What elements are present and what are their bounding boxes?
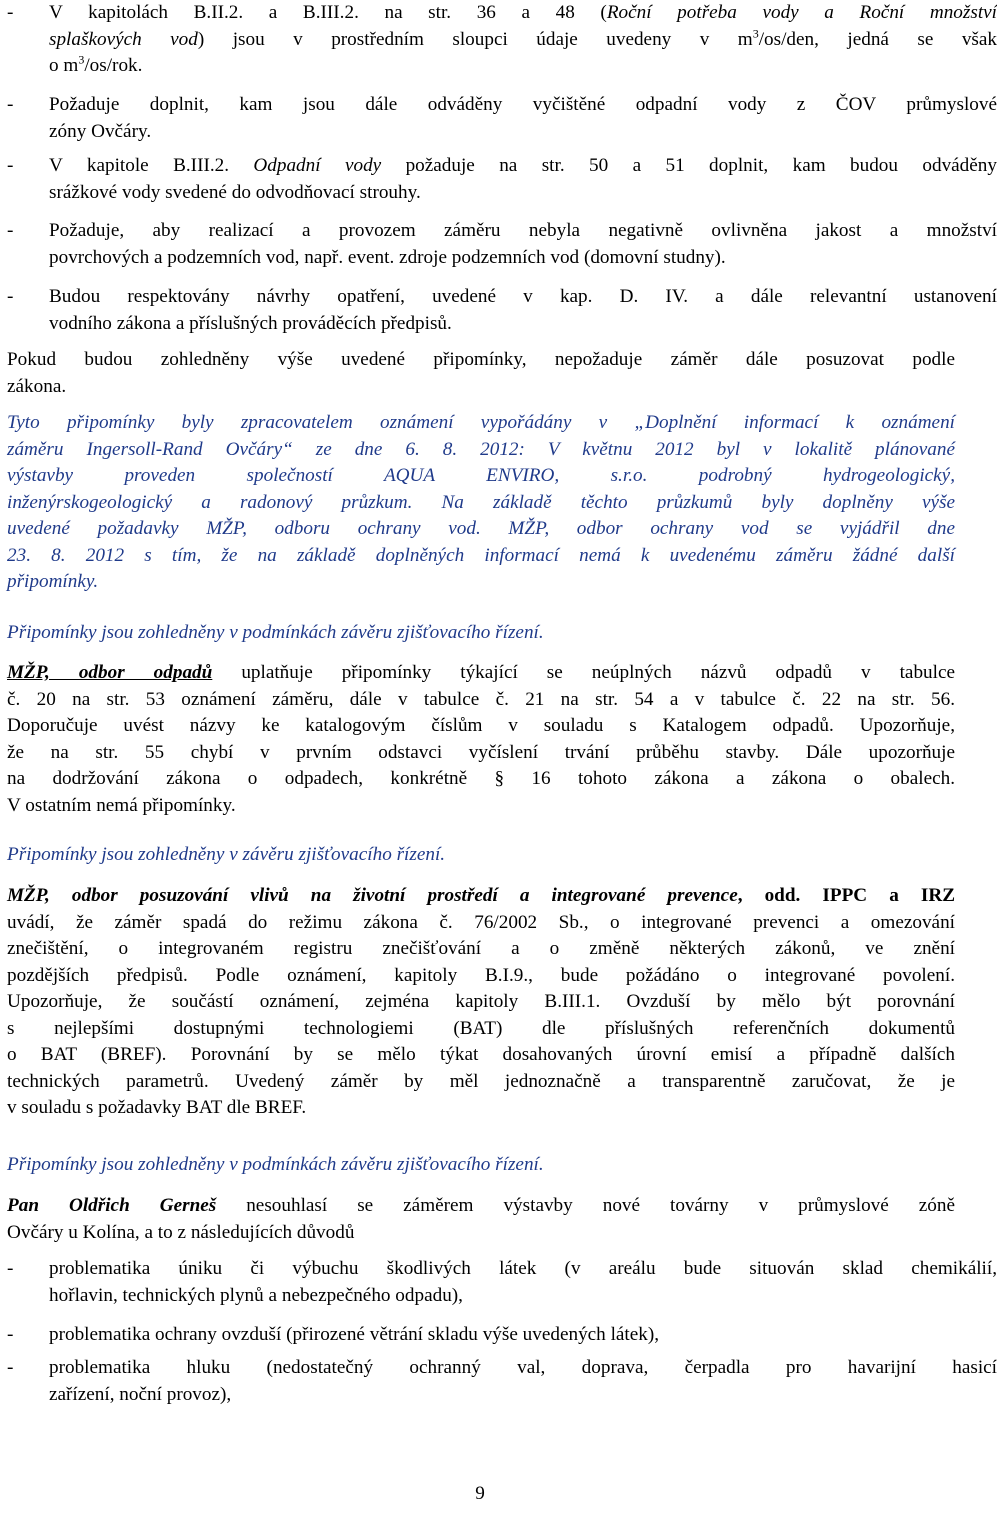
superscript: 3 bbox=[752, 26, 759, 41]
text-line: vodního zákona a příslušných prováděcích předpisů. bbox=[49, 312, 452, 334]
bullet-item bbox=[7, 284, 997, 337]
text-line: problematika ochrany ovzduší (přirozené větrání skladu výše uvedených látek), bbox=[49, 1324, 660, 1345]
text-line: 23. 8. 2012 s tím, že na základě doplněných informací nemá k uvedenému záměru žádné další bbox=[7, 544, 955, 566]
bullet-item bbox=[7, 1322, 997, 1349]
text-line: Požaduje doplnit, kam jsou dále odváděny vyčištěné odpadní vody z ČOV průmyslové bbox=[49, 94, 997, 115]
text-line: připomínky. bbox=[7, 571, 99, 592]
text-line: problematika hluku (nedostatečný ochranný val, doprava, čerpadla pro havarijní hasicí bbox=[49, 1357, 997, 1378]
paragraph bbox=[7, 1193, 955, 1246]
italic-span: Roční potřeba vody a Roční množství bbox=[606, 2, 997, 23]
text-line: V ostatním nemá připomínky. bbox=[7, 794, 236, 816]
text-line: uvedené požadavky MŽP, odboru ochrany vod. MŽP, odbor ochrany vod se vyjádřil dne bbox=[7, 518, 955, 539]
text-line: Pokud budou zohledněny výše uvedené připomínky, nepožaduje záměr dále posuzovat podle bbox=[7, 349, 955, 370]
text-line: Tyto připomínky byly zpracovatelem oznámení vypořádány v „Doplnění informací k oznámení bbox=[7, 412, 955, 433]
text-line bbox=[7, 1193, 955, 1220]
text-line: v souladu s požadavky BAT dle BREF. bbox=[7, 1097, 307, 1118]
text-line: hořlavin, technických plynů a nebezpečného odpadu), bbox=[49, 1284, 463, 1306]
text-line: Požaduje, aby realizací a provozem záměru nebyla negativně ovlivněna jakost a množství bbox=[49, 220, 997, 241]
bullet-dash: - bbox=[7, 220, 14, 241]
text-line bbox=[49, 0, 997, 27]
text-span: o m bbox=[49, 55, 79, 76]
text-line: srážkové vody svedené do odvodňovací strouhy. bbox=[49, 181, 421, 203]
response-paragraph bbox=[7, 410, 955, 596]
text-line: Budou respektovány návrhy opatření, uvedené v kap. D. IV. a dále relevantní ustanovení bbox=[49, 286, 997, 307]
text-line: zóny Ovčáry. bbox=[49, 120, 152, 142]
response-note bbox=[7, 842, 955, 869]
text-line: č. 20 na str. 53 oznámení záměru, dále v tabulce č. 21 na str. 54 a v tabulce č. 22 na str. 56. bbox=[7, 688, 955, 710]
text-span: V kapitole B.III.2. bbox=[49, 155, 254, 176]
text-line: o BAT (BREF). Porovnání by se mělo týkat dosahovaných úrovní emisí a případně dalších bbox=[7, 1044, 955, 1065]
text-line: zařízení, noční provoz), bbox=[49, 1383, 232, 1405]
text-span: V kapitolách B.II.2. a B.III.2. na str. 36 a 48 ( bbox=[49, 2, 607, 23]
italic-span: Odpadní vody bbox=[253, 155, 382, 176]
bullet-item bbox=[7, 92, 997, 145]
superscript: 3 bbox=[78, 52, 85, 67]
text-line: Ovčáry u Kolína, a to z následujících důvodů bbox=[7, 1221, 355, 1243]
text-line bbox=[49, 53, 997, 80]
bullet-dash: - bbox=[7, 1357, 14, 1378]
italic-span: splaškových vod bbox=[49, 28, 198, 50]
bullet-item bbox=[7, 0, 997, 80]
bullet-item bbox=[7, 1256, 997, 1309]
bullet-dash: - bbox=[7, 94, 14, 115]
text-line: pozdějších předpisů. Podle oznámení, kapitoly B.I.9., bude požádáno o integrované povolení. bbox=[7, 964, 955, 986]
bullet-item bbox=[7, 153, 997, 206]
text-span: /os/den, jedná se však bbox=[758, 28, 997, 50]
text-line: problematika úniku či výbuchu škodlivých látek (v areálu bude situován sklad chemikálií, bbox=[49, 1258, 997, 1279]
bullet-item bbox=[7, 1355, 997, 1408]
text-line: na dodržování zákona o odpadech, konkrétně § 16 tohoto zákona a zákona o obalech. bbox=[7, 768, 955, 789]
text-line: inženýrskogeologický a radonový průzkum. Na základě těchto průzkumů byly doplněny výše bbox=[7, 491, 955, 513]
text-line: Připomínky jsou zohledněny v závěru zjišťovacího řízení. bbox=[7, 844, 446, 865]
text-span: ) jsou v prostředním sloupci údaje uvedeny v m bbox=[197, 28, 753, 50]
text-span: požaduje na str. 50 a 51 doplnit, kam budou odváděny bbox=[381, 155, 997, 176]
bullet-item bbox=[7, 218, 997, 271]
text-line: s nejlepšími dostupnými technologiemi (BAT) dle příslušných referenčních dokumentů bbox=[7, 1017, 955, 1039]
authority-name: MŽP, odbor odpadů bbox=[7, 662, 213, 683]
text-line: technických parametrů. Uvedený záměr by měl jednoznačně a transparentně zaručovat, že je bbox=[7, 1070, 955, 1092]
text-span: uplatňuje připomínky týkající se neúplných názvů odpadů v tabulce bbox=[212, 662, 955, 683]
bullet-dash: - bbox=[7, 1324, 14, 1345]
text-line bbox=[7, 883, 955, 910]
text-line: Připomínky jsou zohledněny v podmínkách závěru zjišťovacího řízení. bbox=[7, 1154, 544, 1175]
bullet-dash: - bbox=[7, 2, 14, 23]
response-note bbox=[7, 1152, 955, 1179]
text-line bbox=[7, 660, 955, 687]
bullet-dash: - bbox=[7, 286, 14, 307]
authority-name: MŽP, odbor posuzování vlivů na životní prostředí a integrované prevence bbox=[7, 885, 738, 906]
text-line: Doporučuje uvést názvy ke katalogovým číslům v souladu s Katalogem odpadů. Upozorňuje, bbox=[7, 715, 955, 736]
text-line: povrchových a podzemních vod, např. event. zdroje podzemních vod (domovní studny). bbox=[49, 246, 726, 268]
text-line: záměru Ingersoll-Rand Ovčáry“ ze dne 6. 8. 2012: V květnu 2012 byl v lokalitě plánované bbox=[7, 438, 955, 460]
text-line: zákona. bbox=[7, 375, 67, 397]
text-line: výstavby proveden společností AQUA ENVIRO, s.r.o. podrobný hydrogeologický, bbox=[7, 465, 955, 486]
paragraph bbox=[7, 660, 955, 819]
text-line: uvádí, že záměr spadá do režimu zákona č. 76/2002 Sb., o integrované prevenci a omezování bbox=[7, 911, 955, 933]
text-span: nesouhlasí se záměrem výstavby nové továrny v průmyslové zóně bbox=[216, 1195, 955, 1216]
text-span: , odd. IPPC a IRZ bbox=[737, 885, 955, 906]
page-number: 9 bbox=[475, 1483, 485, 1504]
bullet-dash: - bbox=[7, 155, 14, 176]
paragraph bbox=[7, 883, 955, 1122]
text-line: znečištění, o integrovaném registru znečišťování a o změně některých zákonů, ve znění bbox=[7, 938, 955, 959]
response-note bbox=[7, 620, 955, 647]
text-line bbox=[49, 27, 997, 54]
text-line: Připomínky jsou zohledněny v podmínkách závěru zjišťovacího řízení. bbox=[7, 622, 544, 643]
text-line bbox=[49, 153, 997, 180]
text-span: /os/rok. bbox=[84, 55, 143, 76]
text-line: že na str. 55 chybí v prvním odstavci vyčíslení trvání průběhu stavby. Dále upozorňuje bbox=[7, 741, 955, 763]
paragraph bbox=[7, 347, 955, 400]
author-name: Pan Oldřich Gerneš bbox=[7, 1195, 217, 1216]
bullet-dash: - bbox=[7, 1258, 14, 1279]
text-line: Upozorňuje, že součástí oznámení, zejména kapitoly B.III.1. Ovzduší by mělo být porovnání bbox=[7, 991, 955, 1012]
